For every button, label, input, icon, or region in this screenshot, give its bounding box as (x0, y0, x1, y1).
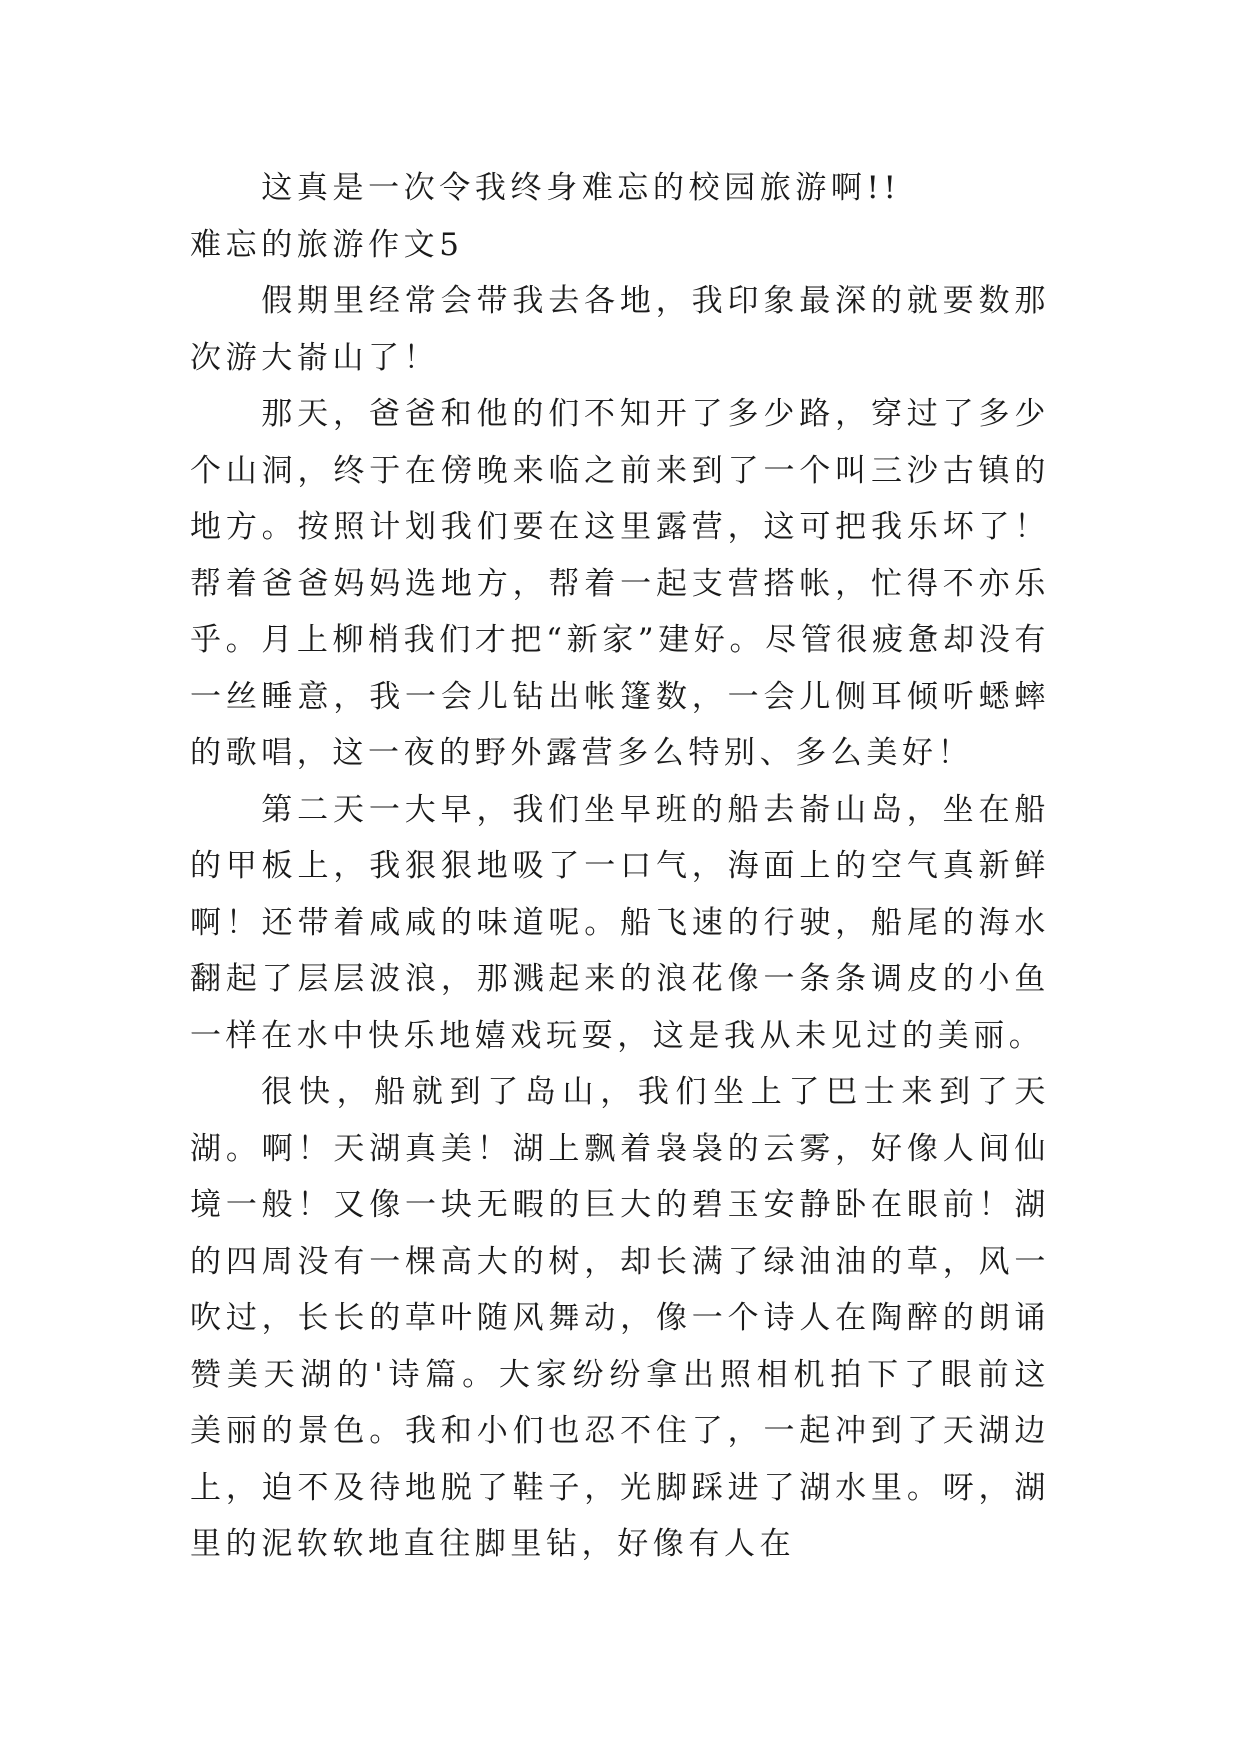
paragraph-lake: 很快，船就到了岛山，我们坐上了巴士来到了天湖。啊！天湖真美！湖上飘着袅袅的云雾，好像人间仙境一般！又像一块无暇的巨大的碧玉安静卧在眼前！湖的四周没有一棵高大的树，却长满了绿油油的草，风一吹过，长长的草叶随风舞动，像一个诗人在陶醉的朗诵赞美天湖的'诗篇。大家纷纷拿出照相机拍下了眼前这美丽的景色。我和小们也忍不住了，一起冲到了天湖边上，迫不及待地脱了鞋子，光脚踩进了湖水里。呀，湖里的泥软软地直往脚里钻，好像有人在 (190, 1074, 1050, 1562)
document-body (190, 160, 1050, 1573)
paragraph-closing-line: 这真是一次令我终身难忘的校园旅游啊!! (261, 170, 901, 206)
paragraph-intro: 假期里经常会带我去各地，我印象最深的就要数那次游大嵛山了！ (190, 283, 1050, 376)
essay-title: 难忘的旅游作文5 (190, 226, 464, 263)
paragraph-camping: 那天，爸爸和他的们不知开了多少路，穿过了多少个山洞，终于在傍晚来临之前来到了一个叫三沙古镇的地方。按照计划我们要在这里露营，这可把我乐坏了！帮着爸爸妈妈选地方，帮着一起支营搭帐，忙得不亦乐乎。月上柳梢我们才把“新家”建好。尽管很疲惫却没有一丝睡意，我一会儿钻出帐篷数，一会儿侧耳倾听蟋蟀的歌唱，这一夜的野外露营多么特别、多么美好！ (190, 396, 1050, 771)
paragraph-boat: 第二天一大早，我们坐早班的船去嵛山岛，坐在船的甲板上，我狠狠地吸了一口气，海面上的空气真新鲜啊！还带着咸咸的味道呢。船飞速的行驶，船尾的海水翻起了层层波浪，那溅起来的浪花像一条条调皮的小鱼一样在水中快乐地嬉戏玩耍，这是我从未见过的美丽。 (190, 791, 1050, 1054)
